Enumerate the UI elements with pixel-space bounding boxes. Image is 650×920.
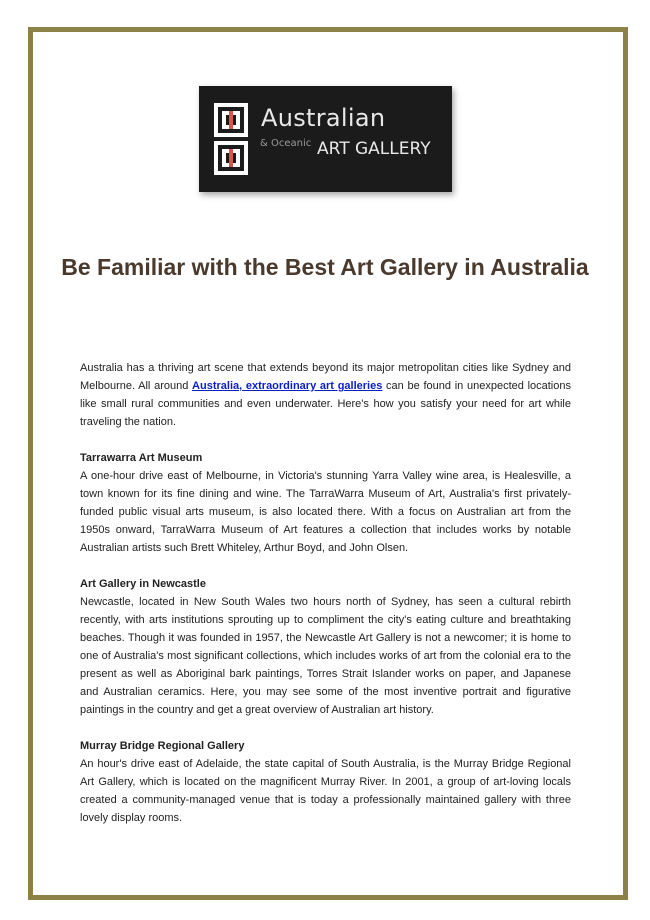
intro-text-end: can be found in unexpected locations like small rural communities and even underwater. Here's how you satisfy your need for art while traveling the nation. xyxy=(80,380,571,428)
section-body-murray-bridge: An hour's drive east of Adelaide, the state capital of South Australia, is the Murray Bridge Regional Art Gallery, which is located on the magnificent Murray River. In 2001, a group of art-loving locals created a community-managed venue that is today a professionally maintained gallery with three lovely display rooms. xyxy=(80,758,571,824)
gallery-logo xyxy=(199,86,452,192)
section-body-tarrawarra: A one-hour drive east of Melbourne, in Victoria's stunning Yarra Valley wine area, is Healesville, a town known for its fine dining and wine. The TarraWarra Museum of Art, Australia's first privately-funded public visual arts museum, is also located there. With a focus on Australian art from the 1950s onward, TarraWarra Museum of Art features a collection that includes works by notable Australian artists such Brett Whiteley, Arthur Boyd, and John Olsen. xyxy=(80,470,571,554)
intro-text-start: Australia has a thriving art scene that extends beyond its major metropolitan cities like Sydney and Melbourne. All around xyxy=(80,362,571,392)
logo-art-gallery: ART GALLERY xyxy=(317,139,431,159)
logo-subtitle: & Oceanic xyxy=(260,138,312,149)
page-title: Be Familiar with the Best Art Gallery in Australia xyxy=(61,254,589,280)
gallery-emblem-icon xyxy=(214,103,248,175)
section-heading-murray-bridge: Murray Bridge Regional Gallery xyxy=(80,740,245,752)
article-body xyxy=(80,359,571,827)
logo-title: Australian xyxy=(261,104,386,132)
section-heading-tarrawarra: Tarrawarra Art Museum xyxy=(80,452,203,464)
australia-art-galleries-link[interactable]: Australia, extraordinary art galleries xyxy=(192,380,383,392)
intro-paragraph xyxy=(80,359,571,431)
section-body-newcastle: Newcastle, located in New South Wales two hours north of Sydney, has seen a cultural rebirth recently, with arts institutions sprouting up to compliment the city's eating culture and breathtaking beaches. Though it was founded in 1957, the Newcastle Art Gallery is not a newcomer; it is home to one of Australia's most significant collections, which includes works of art from the colonial era to the present as well as Aboriginal bark paintings, Torres Strait Islander works on paper, and Japanese and Australian ceramics. Here, you may see some of the most inventive portrait and figurative paintings in the country and get a great overview of Australian art history. xyxy=(80,596,571,716)
section-heading-newcastle: Art Gallery in Newcastle xyxy=(80,578,206,590)
